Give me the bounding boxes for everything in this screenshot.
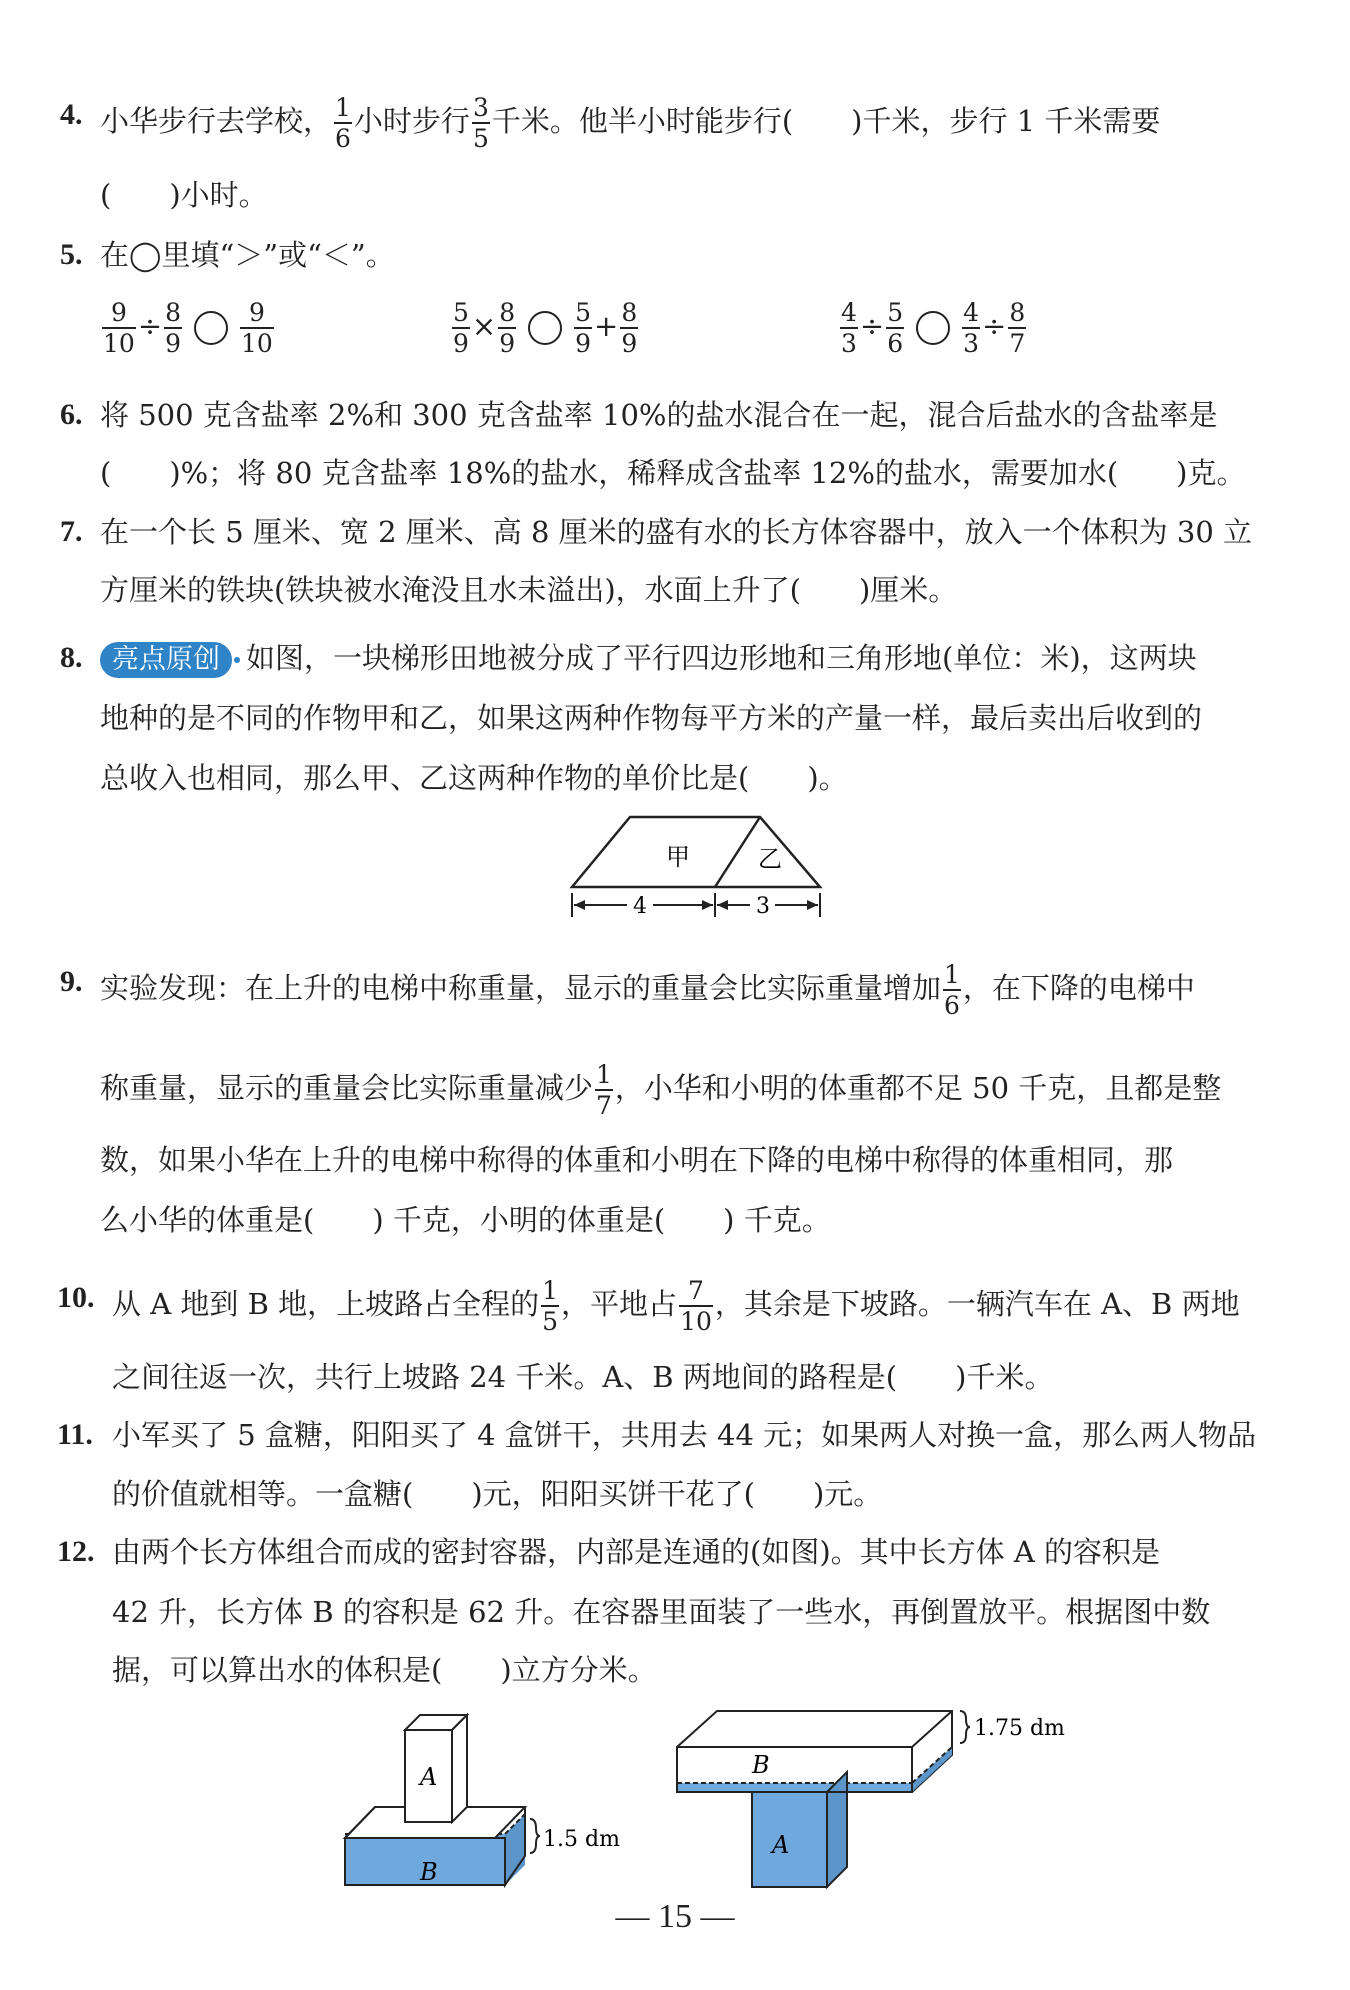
q7-line2: 方厘米的铁块(铁块被水淹没且水未溢出)，水面上升了( )厘米。 bbox=[100, 573, 958, 607]
q7-number: 7. bbox=[60, 515, 83, 548]
q10-text-b: ，平地占 bbox=[561, 1287, 678, 1321]
q11-line1: 小军买了 5 盒糖，阳阳买了 4 盒饼干，共用去 44 元；如果两人对换一盒，那么两人物品 bbox=[112, 1418, 1257, 1452]
dim-4: 4 bbox=[633, 894, 647, 919]
q12-line3: 据，可以算出水的体积是( )立方分米。 bbox=[112, 1653, 657, 1687]
label-yi: 乙 bbox=[758, 845, 782, 873]
q5-expression-1: $\frac{9}{10}$ ÷ $\frac{8}{9}$ $\frac{9}{10}$ bbox=[103, 298, 273, 358]
q9-text-c: 称重量，显示的重量会比实际重量减少 bbox=[100, 1071, 594, 1105]
q8-text-1: 如图，一块梯形田地被分成了平行四边形地和三角形地(单位：米)，这两块 bbox=[246, 641, 1197, 675]
q10-line2: 之间往返一次，共行上坡路 24 千米。A、B 两地间的路程是( )千米。 bbox=[112, 1360, 1054, 1394]
q9-text-b: ，在下降的电梯中 bbox=[962, 971, 1195, 1005]
q4-fraction-1: $\frac{1}{6}$ bbox=[335, 93, 351, 153]
q9-fraction-2: $\frac{1}{7}$ bbox=[596, 1060, 612, 1120]
q12-line2: 42 升，长方体 B 的容积是 62 升。在容器里面装了一些水，再倒置放平。根据图中数 bbox=[112, 1595, 1211, 1629]
dim-1-5: 1.5 dm bbox=[543, 1827, 620, 1852]
q9-line2 bbox=[100, 1062, 1300, 1118]
q11-line2: 的价值就相等。一盒糖( )元，阳阳买饼干花了( )元。 bbox=[112, 1477, 883, 1511]
q7-line1: 在一个长 5 厘米、宽 2 厘米、高 8 厘米的盛有水的长方体容器中，放入一个体积为 30 立 bbox=[100, 515, 1253, 549]
q5-number: 5. bbox=[60, 238, 83, 271]
q4-text-a: 小华步行去学校， bbox=[100, 104, 333, 138]
q9-text-d: ，小华和小明的体重都不足 50 千克，且都是整 bbox=[614, 1071, 1222, 1105]
compare-circle[interactable] bbox=[194, 311, 228, 345]
dim-3: 3 bbox=[756, 894, 770, 919]
q4-line2: ( )小时。 bbox=[100, 178, 268, 212]
q4-number: 4. bbox=[60, 98, 83, 131]
label-b-upright: B bbox=[420, 1858, 438, 1886]
trapezoid-figure bbox=[565, 815, 830, 925]
q9-fraction-1: $\frac{1}{6}$ bbox=[944, 960, 960, 1020]
q5-expression-2: $\frac{5}{9}$ × $\frac{8}{9}$ $\frac{5}{9}$ + $\frac{8}{9}$ bbox=[453, 298, 638, 358]
q6-line1: 将 500 克含盐率 2%和 300 克含盐率 10%的盐水混合在一起，混合后盐水的含盐率是 bbox=[100, 398, 1218, 432]
q9-number: 9. bbox=[60, 965, 83, 998]
q6-number: 6. bbox=[60, 398, 83, 431]
original-badge: 亮点原创 bbox=[100, 642, 232, 678]
container-figure-upright bbox=[340, 1710, 640, 1895]
q4-text-c: 千米。他半小时能步行( )千米，步行 1 千米需要 bbox=[491, 104, 1161, 138]
q10-text-a: 从 A 地到 B 地，上坡路占全程的 bbox=[112, 1287, 540, 1321]
q8-number: 8. bbox=[60, 641, 83, 674]
q8-line3: 总收入也相同，那么甲、乙这两种作物的单价比是( )。 bbox=[100, 761, 848, 795]
q9-line3: 数，如果小华在上升的电梯中称得的体重和小明在下降的电梯中称得的体重相同，那 bbox=[100, 1143, 1174, 1177]
label-b-inverted: B bbox=[752, 1751, 770, 1779]
q11-number: 11. bbox=[57, 1418, 93, 1451]
label-a-inverted: A bbox=[772, 1831, 790, 1859]
compare-circle[interactable] bbox=[916, 311, 950, 345]
q12-number: 12. bbox=[57, 1535, 95, 1568]
badge-dot-icon bbox=[234, 657, 240, 663]
container-figure-inverted bbox=[672, 1705, 1072, 1890]
q10-text-c: ，其余是下坡路。一辆汽车在 A、B 两地 bbox=[714, 1287, 1240, 1321]
q10-number: 10. bbox=[57, 1281, 95, 1314]
q8-line2: 地种的是不同的作物甲和乙，如果这两种作物每平方米的产量一样，最后卖出后收到的 bbox=[100, 701, 1203, 735]
label-jia: 甲 bbox=[666, 843, 690, 871]
page-number: — 15 — bbox=[615, 1898, 735, 1935]
q9-text-a: 实验发现：在上升的电梯中称重量，显示的重量会比实际重量增加 bbox=[100, 971, 942, 1005]
q4-line1 bbox=[100, 95, 1300, 151]
q4-text-b: 小时步行 bbox=[353, 104, 470, 138]
q6-line2: ( )%；将 80 克含盐率 18%的盐水，稀释成含盐率 12%的盐水，需要加水( )克。 bbox=[100, 456, 1246, 490]
q5-expression-3: $\frac{4}{3}$ ÷ $\frac{5}{6}$ $\frac{4}{3}$ ÷ $\frac{8}{7}$ bbox=[841, 298, 1026, 358]
q10-fraction-1: $\frac{1}{5}$ bbox=[542, 1276, 559, 1336]
q9-line1 bbox=[100, 962, 1300, 1018]
q4-fraction-2: $\frac{3}{5}$ bbox=[472, 93, 489, 153]
q8-line1 bbox=[100, 638, 1300, 678]
dim-1-75: 1.75 dm bbox=[974, 1716, 1065, 1741]
q5-instruction: 在◯里填“＞”或“＜”。 bbox=[100, 238, 395, 272]
q12-line1: 由两个长方体组合而成的密封容器，内部是连通的(如图)。其中长方体 A 的容积是 bbox=[112, 1535, 1161, 1569]
q9-line4: 么小华的体重是( ) 千克，小明的体重是( ) 千克。 bbox=[100, 1203, 831, 1237]
compare-circle[interactable] bbox=[528, 311, 562, 345]
q10-fraction-2: $\frac{7}{10}$ bbox=[680, 1276, 712, 1336]
q10-line1 bbox=[112, 1278, 1312, 1334]
label-a-upright: A bbox=[420, 1763, 438, 1791]
